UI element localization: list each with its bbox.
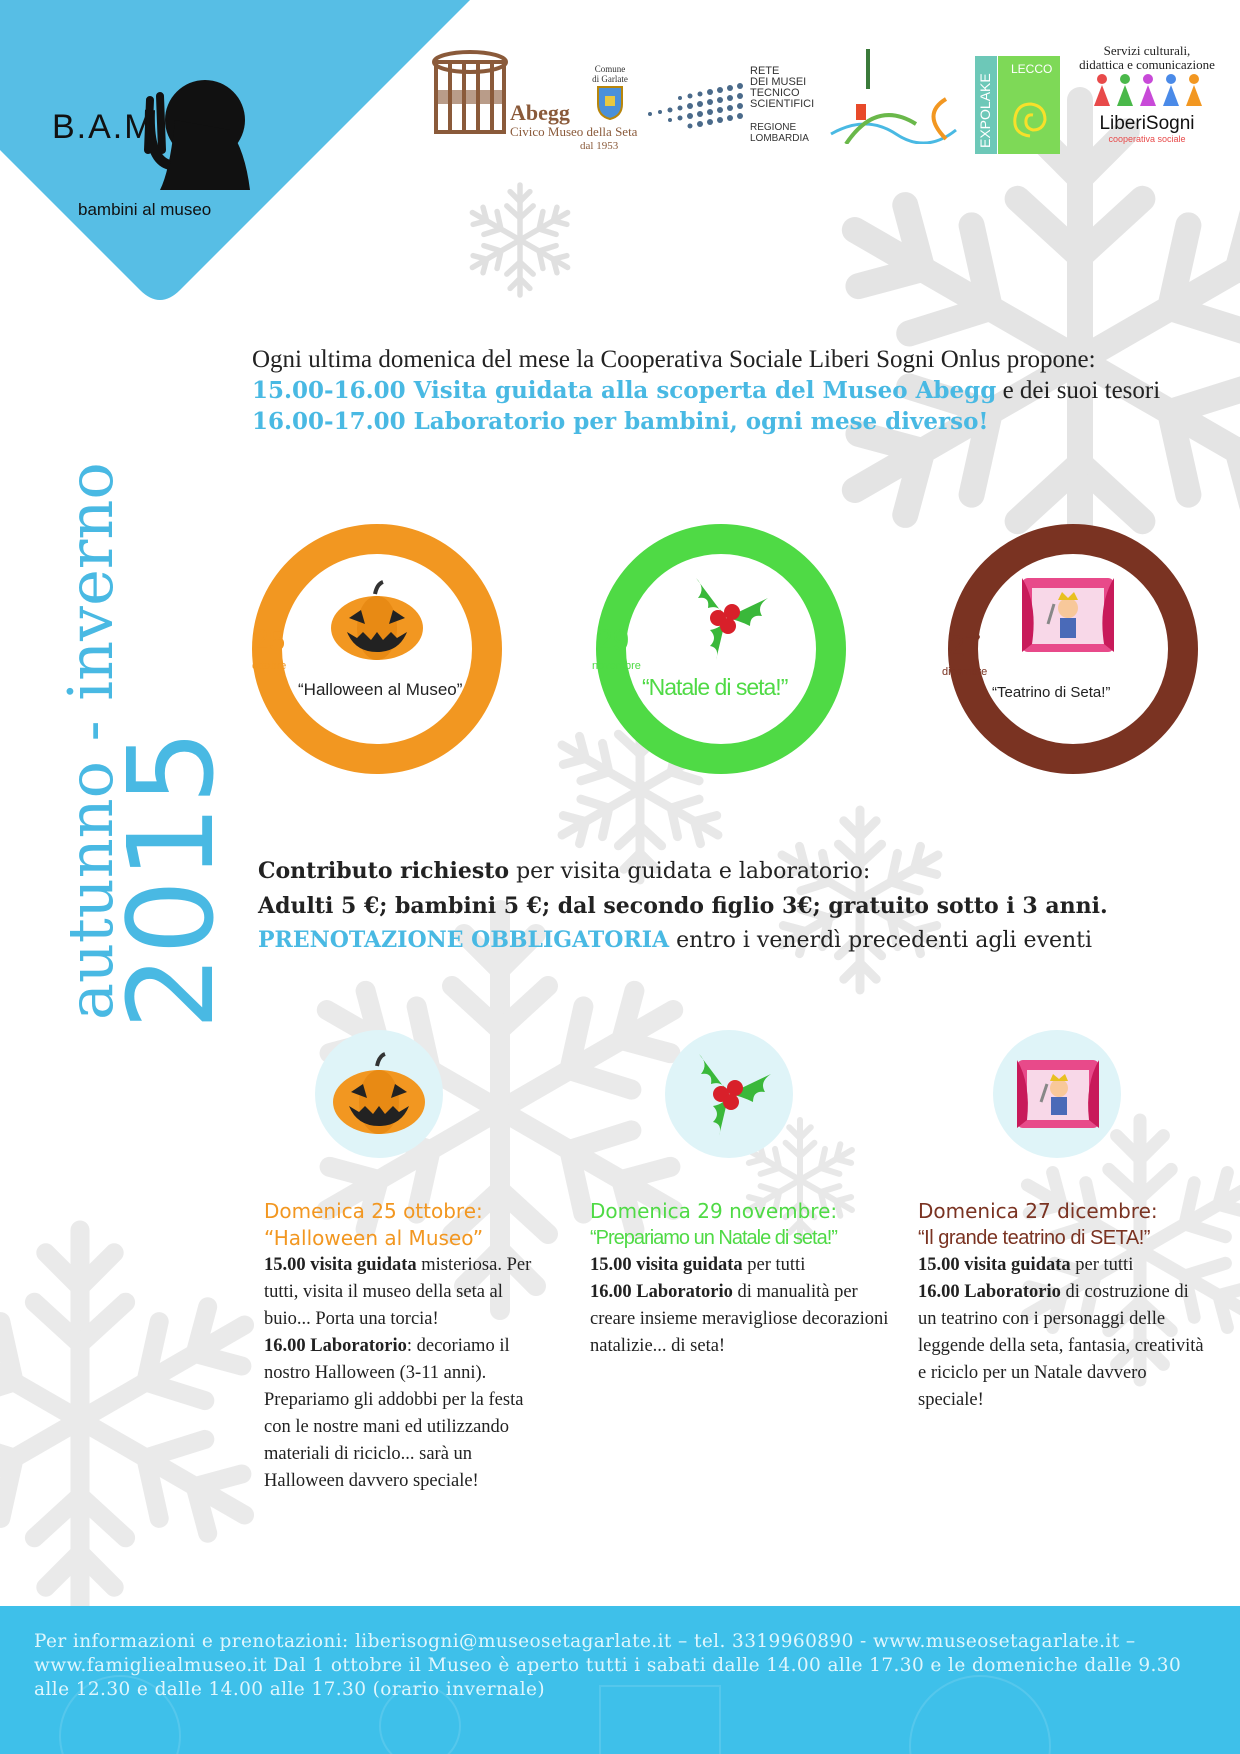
event-lab-time: 16.00 Laboratorio (918, 1282, 1061, 1302)
event-title: “Prepariamo un Natale di seta!” (590, 1227, 837, 1249)
liberi-name: LiberiSogni (1099, 113, 1195, 134)
footer-info: Per informazioni e prenotazioni: liberisogni@museosetagarlate.it – tel. 3319960890 - www.museosetagarlate.it – www.famigliealmuseo.it Dal 1 ottobre il Museo è aperto tutti i sabati dalle 14.00 alle 17.30 e le domeniche dalle 9.30 alle 12.30 e dalle 14.00 alle 17.30 (orario invernale) (34, 1631, 1182, 1700)
rete-line6: LOMBARDIA (750, 133, 809, 144)
coat-of-arms-icon (595, 84, 625, 120)
season-year: 2015 (102, 729, 240, 1030)
event-lab-time: 16.00 Laboratorio (264, 1336, 407, 1356)
bam-subtitle: bambini al museo (78, 200, 212, 219)
intro-section (252, 344, 1222, 437)
event-circle-teatrino (942, 524, 1198, 774)
event-visit (590, 1252, 890, 1279)
contribution-rest: per visita guidata e laboratorio: (509, 859, 871, 884)
circle-title: “Natale di seta!” (642, 674, 788, 700)
event-date: Domenica 29 novembre: (590, 1199, 838, 1223)
intro-visit-rest: e dei suoi tesori (996, 377, 1161, 404)
abegg-name: Abegg (510, 100, 570, 125)
rete-line3: TECNICO (750, 87, 800, 99)
event-natale (590, 1198, 890, 1360)
event-circle-halloween (252, 524, 502, 774)
comune-garlate-logo (585, 64, 635, 144)
provincia-lecco-logo (826, 44, 958, 144)
season-label: autunno - inverno (54, 462, 127, 1020)
expolake-label: EXPOLAKE (977, 73, 993, 148)
intro-line1: Ogni ultima domenica del mese la Cooperativa Sociale Liberi Sogni Onlus propone: (252, 346, 1096, 373)
holly-icon (676, 568, 776, 668)
bam-title: B.A.M (52, 108, 155, 146)
theater-badge (993, 1030, 1121, 1158)
circle-month: novembre (592, 660, 641, 672)
intro-visit-time: 15.00-16.00 Visita guidata alla scoperta del Museo Abegg (252, 377, 997, 404)
event-visit-desc: per tutti (1070, 1255, 1134, 1275)
event-visit (918, 1252, 1210, 1279)
bam-logo-corner (0, 0, 480, 310)
puppet-theater-icon (1013, 1056, 1103, 1132)
liberi-tag: cooperativa sociale (1108, 134, 1186, 144)
rete-musei-logo (640, 66, 820, 146)
circle-day: 25 (252, 624, 286, 657)
spiral-icon (1007, 96, 1053, 142)
rete-line2: DEI MUSEI (750, 76, 807, 88)
dots-pattern-icon (640, 74, 750, 134)
contribution-bold: Contributo richiesto (258, 858, 510, 884)
halloween-badge (315, 1030, 443, 1158)
liberi-line1: Servizi culturali, (1103, 43, 1191, 58)
event-lab-desc: di manualità per creare insieme meravigliose decorazioni natalizie... di seta! (590, 1282, 889, 1356)
pumpkin-icon (327, 580, 427, 662)
circle-day: 27 (948, 630, 982, 663)
holly-icon (679, 1044, 779, 1144)
people-icon (1087, 72, 1207, 110)
event-visit-time: 15.00 visita guidata (590, 1255, 743, 1275)
abegg-subtitle: Civico Museo della Seta (510, 124, 638, 139)
event-visit (264, 1252, 554, 1333)
abegg-building-icon (430, 50, 510, 140)
booking-rest: entro i venerdì precedenti agli eventi (669, 928, 1093, 953)
rete-line5: REGIONE (750, 122, 797, 133)
contribution-label (258, 854, 1238, 889)
expolake-logo (975, 56, 1060, 154)
abegg-since: dal 1953 (580, 140, 619, 152)
event-lab (264, 1333, 554, 1495)
event-visit-time: 15.00 visita guidata (264, 1255, 417, 1275)
bam-logo-shape (0, 0, 480, 310)
comune-line1: Comune (594, 64, 626, 74)
event-lab (590, 1279, 890, 1360)
event-circle-natale (592, 524, 846, 774)
event-teatrino (918, 1198, 1210, 1414)
contribution-prices: Adulti 5 €; bambini 5 €; dal secondo figlio 3€; gratuito sotto i 3 anni. (258, 893, 1108, 919)
event-lab-time: 16.00 Laboratorio (590, 1282, 733, 1302)
liberi-line2: didattica e comunicazione (1079, 57, 1215, 72)
intro-lab-time: 16.00-17.00 Laboratorio per bambini, ogni mese diverso! (252, 408, 989, 435)
footer-bar (0, 1606, 1240, 1754)
event-visit-time: 15.00 visita guidata (918, 1255, 1071, 1275)
booking-mandatory: PRENOTAZIONE OBBLIGATORIA (258, 927, 670, 953)
circle-month: ottobre (252, 660, 287, 672)
lecco-label: LECCO (1011, 62, 1053, 76)
intro-line3 (252, 406, 1222, 437)
event-date: Domenica 25 ottobre: (264, 1199, 483, 1223)
circle-title: “Teatrino di Seta!” (992, 684, 1111, 701)
intro-line2 (252, 375, 1222, 406)
event-lab-desc: di costruzione di un teatrino con i personaggi delle leggende della seta, fantasia, creatività e riciclo per un Natale davvero speciale! (918, 1282, 1204, 1410)
event-title: “Il grande teatrino di SETA!” (918, 1227, 1150, 1249)
season-title (54, 420, 240, 1030)
puppet-theater-icon (1018, 574, 1118, 656)
circle-day: 29 (596, 624, 630, 657)
event-halloween (264, 1198, 554, 1495)
circle-title: “Halloween al Museo” (298, 680, 463, 699)
circle-month: dicembre (942, 666, 988, 678)
rete-line4: SCIENTIFICI (750, 98, 815, 110)
booking-line (258, 923, 1238, 958)
rete-line1: RETE (750, 65, 780, 77)
comune-line2: di Garlate (592, 74, 628, 84)
event-title: “Halloween al Museo” (264, 1226, 484, 1250)
event-date: Domenica 27 dicembre: (918, 1199, 1158, 1223)
event-visit-desc: per tutti (742, 1255, 806, 1275)
event-lab-desc: : decoriamo il nostro Halloween (3-11 anni). Prepariamo gli addobbi per la festa con le nostre mani ed utilizzando materiali di riciclo... sarà un Halloween davvero speciale! (264, 1336, 524, 1491)
holly-badge (665, 1030, 793, 1158)
liberisogni-logo (1062, 44, 1232, 154)
contribution-section (258, 854, 1238, 958)
event-lab (918, 1279, 1210, 1414)
pumpkin-icon (329, 1052, 429, 1138)
event-visit-desc: misteriosa. Per tutti, visita il museo della seta al buio... Porta una torcia! (264, 1255, 532, 1329)
